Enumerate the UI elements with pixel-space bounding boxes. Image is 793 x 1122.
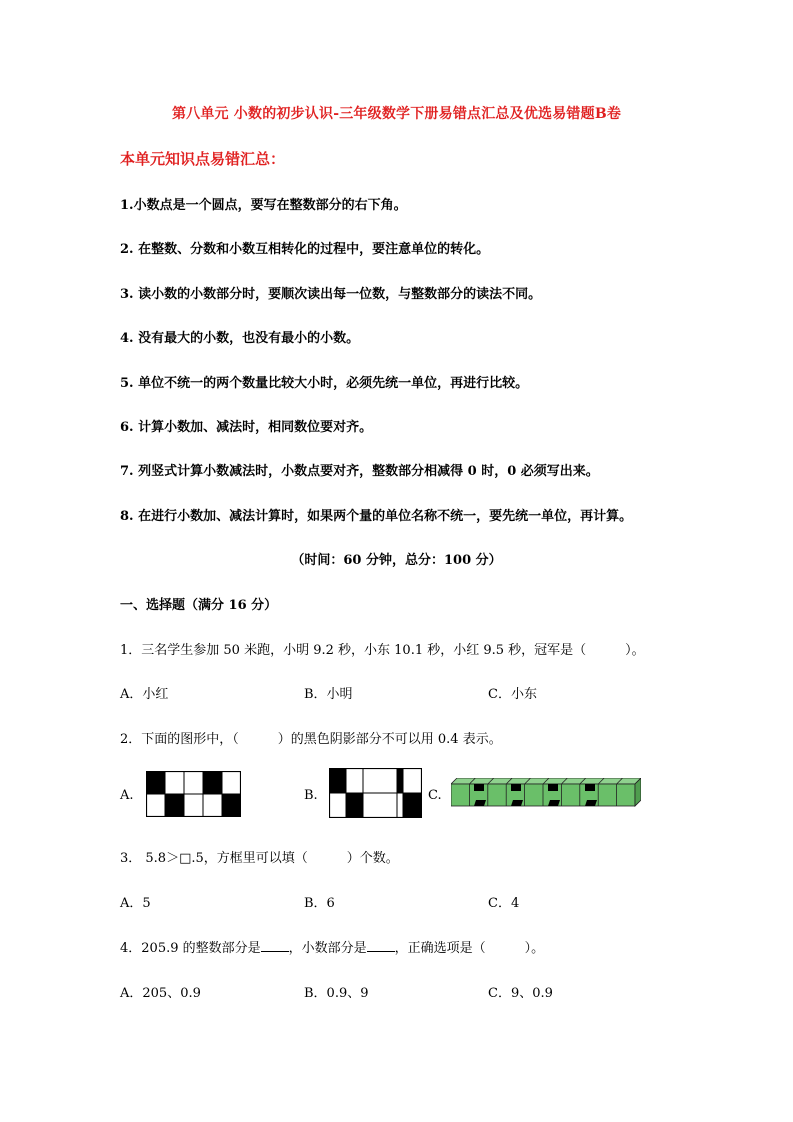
- point-7: 7. 列竖式计算小数减法时，小数点要对齐，整数部分相减得 0 时，0 必须写出来。: [120, 464, 599, 479]
- question-4-text-part1: 4．205.9 的整数部分是: [120, 941, 261, 956]
- question-1-option-b[interactable]: B．小明: [304, 687, 353, 702]
- exam-time-info: （时间：60 分钟，总分：100 分）: [291, 553, 502, 568]
- question-4-option-c[interactable]: C．9、0.9: [488, 986, 553, 1001]
- question-3-text: 3． 5.8＞□.5，方框里可以填（ ）个数。: [120, 851, 399, 866]
- point-3: 3. 读小数的小数部分时，要顺次读出每一位数，与整数部分的读法不同。: [120, 287, 542, 302]
- point-6: 6. 计算小数加、减法时，相同数位要对齐。: [120, 420, 373, 435]
- figure-b-grid: [329, 768, 422, 818]
- question-2-option-a[interactable]: A.: [120, 788, 134, 803]
- document-title: 第八单元 小数的初步认识-三年级数学下册易错点汇总及优选易错题B卷: [171, 106, 622, 122]
- question-4-text: [120, 937, 544, 956]
- figure-a-grid: [146, 771, 241, 817]
- point-8: 8. 在进行小数加、减法计算时，如果两个量的单位名称不统一，要先统一单位，再计算。: [120, 509, 633, 524]
- part1-heading: 一、选择题（满分 16 分）: [120, 598, 278, 613]
- decimal-part-blank[interactable]: [367, 939, 395, 952]
- question-4-option-a[interactable]: A．205、0.9: [120, 986, 201, 1001]
- question-2-option-b[interactable]: B.: [304, 788, 318, 803]
- point-4: 4. 没有最大的小数，也没有最小的小数。: [120, 331, 360, 346]
- question-4-text-part3: ，正确选项是（ ）。: [394, 941, 545, 956]
- point-1: 1.小数点是一个圆点，要写在整数部分的右下角。: [120, 198, 407, 213]
- question-3-option-a[interactable]: A．5: [120, 896, 151, 911]
- question-3-option-c[interactable]: C．4: [488, 896, 520, 911]
- question-1-option-a[interactable]: A．小红: [120, 687, 169, 702]
- question-2-text: 2．下面的图形中，（ ）的黑色阴影部分不可以用 0.4 表示。: [120, 732, 502, 747]
- question-1-option-c[interactable]: C．小东: [488, 687, 537, 702]
- point-2: 2. 在整数、分数和小数互相转化的过程中，要注意单位的转化。: [120, 242, 490, 257]
- figure-c-cubes: [451, 778, 641, 808]
- question-3-option-b[interactable]: B．6: [304, 896, 335, 911]
- point-5: 5. 单位不统一的两个数量比较大小时，必须先统一单位，再进行比较。: [120, 376, 529, 391]
- question-4-option-b[interactable]: B．0.9、9: [304, 986, 369, 1001]
- summary-heading: 本单元知识点易错汇总：: [120, 150, 286, 168]
- question-4-text-part2: ，小数部分是: [288, 941, 367, 956]
- question-2-option-c[interactable]: C.: [428, 788, 442, 803]
- integer-part-blank[interactable]: [261, 939, 289, 952]
- question-1-text: 1．三名学生参加 50 米跑，小明 9.2 秒，小东 10.1 秒，小红 9.5 秒，冠军是（ ）。: [120, 643, 645, 658]
